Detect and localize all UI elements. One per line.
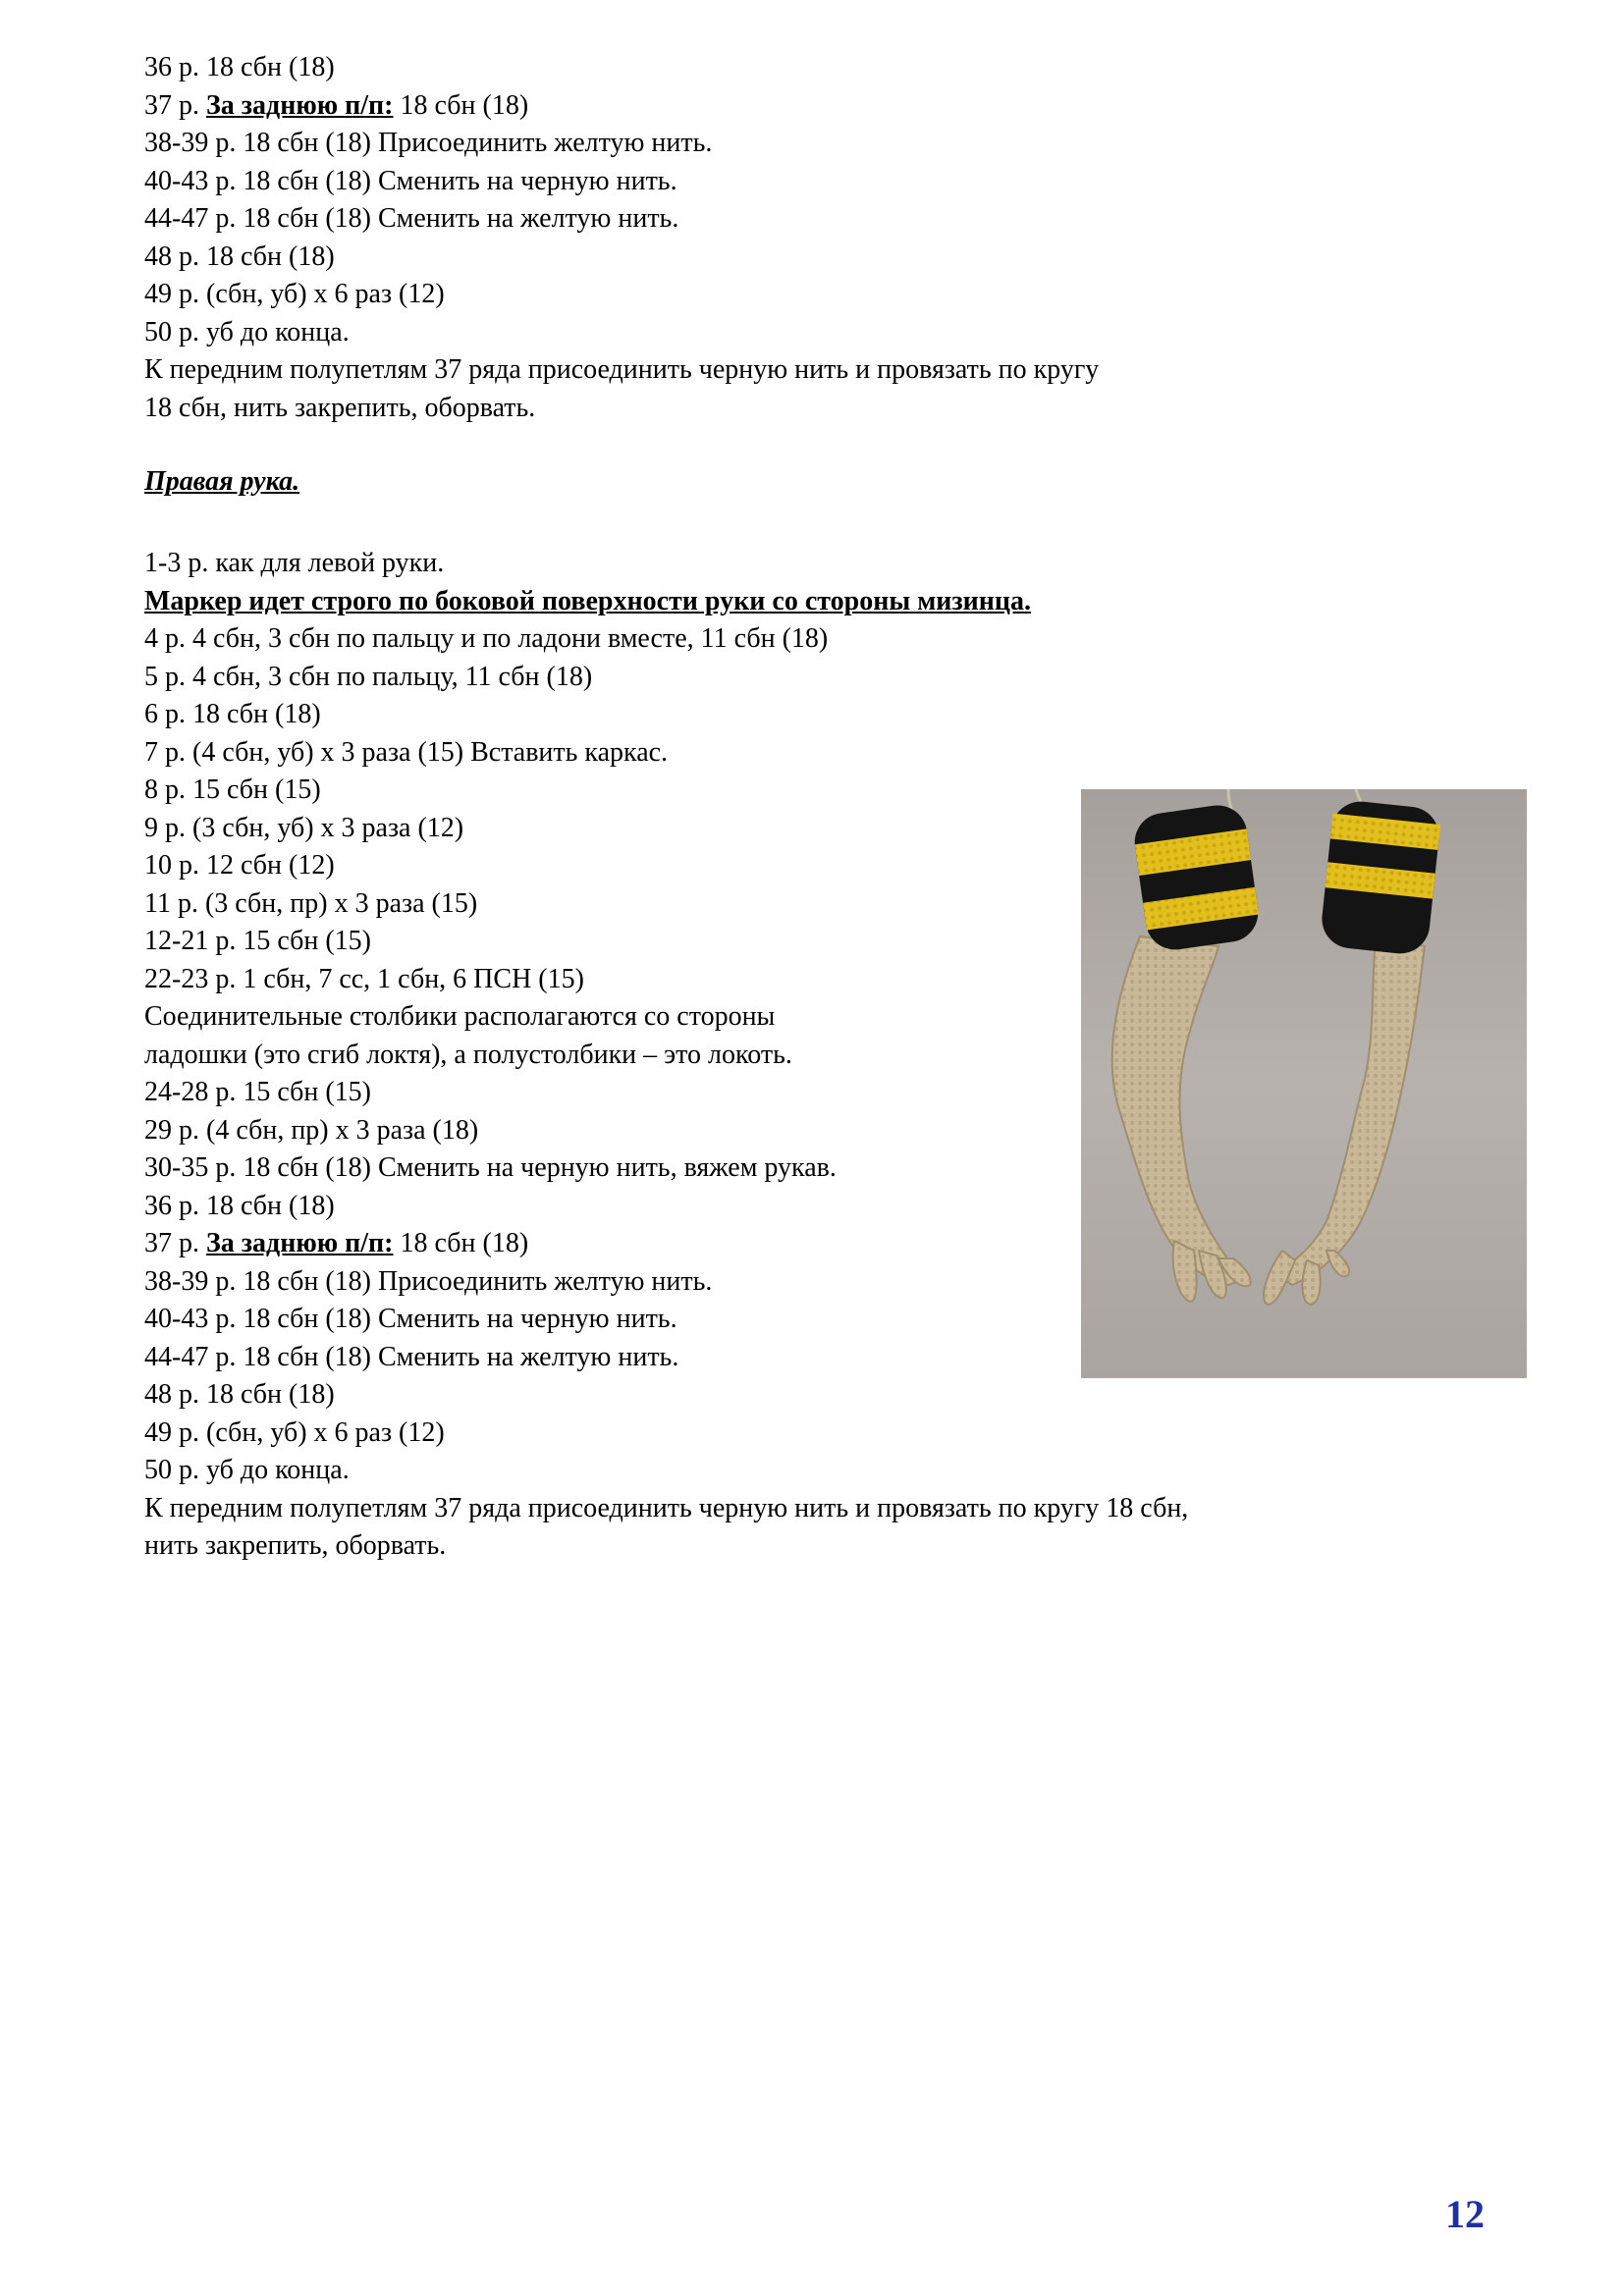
crochet-arms-photo <box>1081 789 1527 1378</box>
note-line: ладошки (это сгиб локтя), а полустолбики – это локоть. <box>144 1039 792 1070</box>
row-30-35: 30-35 р. 18 сбн (18) Сменить на черную нить, вяжем рукав. <box>144 1152 837 1183</box>
back-loop-label: За заднюю п/п: <box>206 89 394 121</box>
row-40-43: 40-43 р. 18 сбн (18) Сменить на черную нить. <box>144 1304 677 1334</box>
row-37 <box>144 1225 1188 1263</box>
row-11: 11 р. (3 сбн, пр) х 3 раза (15) <box>144 887 478 919</box>
row-suffix: 18 сбн (18) <box>393 1228 529 1258</box>
row-50: 50 р. уб до конца. <box>144 1455 350 1485</box>
marker-note: Маркер идет строго по боковой поверхности руки со стороны мизинца. <box>144 585 1032 616</box>
row-suffix: 18 сбн (18) <box>393 89 529 121</box>
instruction-line: К передним полупетлям 37 ряда присоединить черную нить и провязать по кругу <box>144 354 1100 385</box>
row-49: 49 р. (сбн, уб) х 6 раз (12) <box>144 279 445 309</box>
top-section <box>144 49 1099 427</box>
row-48: 48 р. 18 сбн (18) <box>144 240 335 272</box>
row-38-39: 38-39 р. 18 сбн (18) Присоединить желтую нить. <box>144 128 713 158</box>
row-1-3: 1-3 р. как для левой руки. <box>144 548 445 578</box>
row-37 <box>144 87 1099 126</box>
page-number: 12 <box>1445 2192 1485 2236</box>
row-29: 29 р. (4 сбн, пр) х 3 раза (18) <box>144 1114 479 1146</box>
row-44-47: 44-47 р. 18 сбн (18) Сменить на желтую нить. <box>144 1341 679 1372</box>
note-line: Соединительные столбики располагаются со стороны <box>144 1001 776 1032</box>
row-prefix: 37 р. <box>144 89 206 121</box>
row-prefix: 37 р. <box>144 1228 206 1258</box>
row-24-28: 24-28 р. 15 сбн (15) <box>144 1077 371 1107</box>
row-38-39: 38-39 р. 18 сбн (18) Присоединить желтую нить. <box>144 1265 713 1297</box>
row-6: 6 р. 18 сбн (18) <box>144 699 321 729</box>
row-8: 8 р. 15 сбн (15) <box>144 774 321 805</box>
instruction-line: 18 сбн, нить закрепить, оборвать. <box>144 392 536 423</box>
row-36: 36 р. 18 сбн (18) <box>144 1190 335 1221</box>
row-49: 49 р. (сбн, уб) х 6 раз (12) <box>144 1416 445 1448</box>
instruction-line: нить закрепить, оборвать. <box>144 1530 447 1561</box>
instruction-line: К передним полупетлям 37 ряда присоединить черную нить и провязать по кругу 18 сбн, <box>144 1492 1189 1523</box>
row-44-47: 44-47 р. 18 сбн (18) Сменить на желтую нить. <box>144 203 679 234</box>
row-10: 10 р. 12 сбн (12) <box>144 850 335 881</box>
row-4: 4 р. 4 сбн, 3 сбн по пальцу и по ладони вместе, 11 сбн (18) <box>144 623 829 654</box>
row-22-23: 22-23 р. 1 сбн, 7 сс, 1 сбн, 6 ПСН (15) <box>144 963 584 994</box>
row-5: 5 р. 4 сбн, 3 сбн по пальцу, 11 сбн (18) <box>144 661 593 692</box>
row-9: 9 р. (3 сбн, уб) х 3 раза (12) <box>144 812 464 843</box>
right-arm-section <box>144 545 1188 1566</box>
section-heading-right-arm: Правая рука. <box>144 466 300 497</box>
row-36: 36 р. 18 сбн (18) <box>144 52 335 82</box>
back-loop-label: За заднюю п/п: <box>206 1228 394 1258</box>
row-12-21: 12-21 р. 15 сбн (15) <box>144 926 371 956</box>
row-50: 50 р. уб до конца. <box>144 316 350 347</box>
row-40-43: 40-43 р. 18 сбн (18) Сменить на черную нить. <box>144 165 677 196</box>
row-7: 7 р. (4 сбн, уб) х 3 раза (15) Вставить каркас. <box>144 736 669 768</box>
row-48: 48 р. 18 сбн (18) <box>144 1379 335 1410</box>
